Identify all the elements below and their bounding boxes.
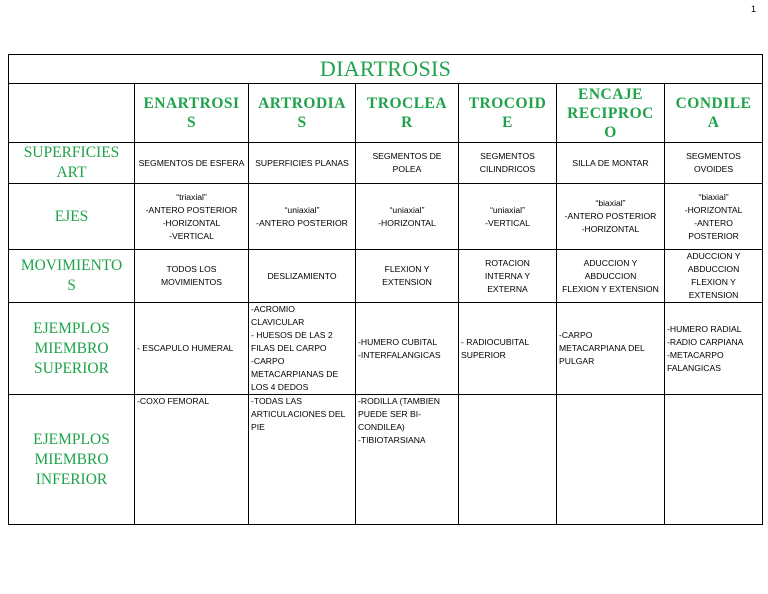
table-cell — [356, 184, 459, 250]
table-cell — [557, 250, 665, 303]
table-cell — [557, 184, 665, 250]
cell-text: “triaxial” -ANTERO POSTERIOR -HORIZONTAL -VERTICAL — [145, 191, 238, 241]
cell-text: ROTACION INTERNA Y EXTERNA — [484, 257, 531, 294]
column-header-label: ARTRODIA S — [258, 95, 346, 131]
table-cell — [135, 143, 249, 184]
cell-text: TODOS LOS MOVIMIENTOS — [161, 264, 222, 287]
cell-text: -RODILLA (TAMBIEN PUEDE SER BI- CONDILEA) -TIBIOTARSIANA — [358, 396, 440, 445]
table-cell — [665, 395, 763, 525]
column-header-enartrosis — [135, 84, 249, 143]
table-cell — [557, 143, 665, 184]
row-header — [9, 303, 135, 395]
table-row-movimientos — [9, 250, 763, 303]
row-header-label: EJEMPLOS MIEMBRO SUPERIOR — [33, 319, 110, 377]
table-row-ejes — [9, 184, 763, 250]
table-cell — [135, 303, 249, 395]
table-row-miembro-superior — [9, 303, 763, 395]
row-header — [9, 184, 135, 250]
column-header-label: TROCLEA R — [366, 95, 448, 131]
cell-text: “biaxial” -ANTERO POSTERIOR -HORIZONTAL — [564, 198, 657, 234]
cell-text: -ACROMIO CLAVICULAR - HUESOS DE LAS 2 FILAS DEL CARPO -CARPO METACARPIANAS DE LOS 4 DEDOS — [251, 304, 339, 392]
row-header-label: EJEMPLOS MIEMBRO INFERIOR — [33, 430, 110, 488]
table-cell — [665, 250, 763, 303]
cell-text: “uniaxial” -VERTICAL — [485, 204, 530, 228]
cell-text: ADUCCION Y ABDUCCION FLEXION Y EXTENSION — [686, 251, 741, 300]
cell-text: ADUCCION Y ABDUCCION FLEXION Y EXTENSION — [562, 257, 659, 294]
diartrosis-table — [8, 54, 763, 525]
cell-text: SEGMENTOS DE ESFERA — [138, 157, 245, 168]
column-header-label: ENCAJE RECIPROC O — [567, 85, 654, 141]
column-header-artrodias — [249, 84, 356, 143]
page-number: 1 — [750, 4, 756, 14]
table-cell — [249, 250, 356, 303]
cell-text: “uniaxial” -HORIZONTAL — [378, 204, 436, 228]
cell-text: - RADIOCUBITAL SUPERIOR — [461, 336, 530, 360]
row-header — [9, 250, 135, 303]
column-header-label: TROCOID E — [468, 95, 547, 131]
row-header — [9, 395, 135, 525]
row-header-label: EJES — [54, 207, 89, 225]
column-header-encaje-reciproco — [557, 84, 665, 143]
table-cell — [557, 303, 665, 395]
table-cell — [459, 184, 557, 250]
cell-text: SEGMENTOS DE POLEA — [372, 151, 442, 174]
table-cell — [459, 303, 557, 395]
cell-text: -TODAS LAS ARTICULACIONES DEL PIE — [251, 396, 346, 432]
table-cell — [135, 395, 249, 525]
table-cell — [249, 184, 356, 250]
table-cell — [135, 250, 249, 303]
corner-cell — [9, 84, 135, 143]
row-header-label: MOVIMIENTO S — [20, 257, 123, 294]
column-header-troclear — [356, 84, 459, 143]
table-cell — [459, 250, 557, 303]
table-title: DIARTROSIS — [9, 55, 763, 84]
table-cell — [135, 184, 249, 250]
cell-text: SEGMENTOS OVOIDES — [686, 151, 741, 174]
table-cell — [665, 184, 763, 250]
table-cell — [249, 303, 356, 395]
cell-text: “biaxial” -HORIZONTAL -ANTERO POSTERIOR — [684, 191, 743, 241]
cell-text: “uniaxial” -ANTERO POSTERIOR — [256, 204, 348, 228]
cell-text: SILLA DE MONTAR — [572, 157, 649, 168]
table-cell — [459, 395, 557, 525]
cell-text: -CARPO METACARPIANA DEL PULGAR — [559, 330, 645, 366]
table-cell — [665, 143, 763, 184]
column-header-condilea — [665, 84, 763, 143]
cell-text: SEGMENTOS CILINDRICOS — [479, 151, 536, 174]
cell-text: -HUMERO CUBITAL -INTERFALANGICAS — [358, 336, 441, 360]
column-header-label: CONDILE A — [675, 95, 752, 131]
cell-text: SUPERFICIES PLANAS — [255, 157, 349, 168]
table-cell — [356, 143, 459, 184]
table-cell — [249, 395, 356, 525]
cell-text: - ESCAPULO HUMERAL — [137, 343, 234, 353]
table-cell — [356, 395, 459, 525]
table-row-miembro-inferior — [9, 395, 763, 525]
column-header-trocoide — [459, 84, 557, 143]
table-cell — [665, 303, 763, 395]
table-cell — [356, 303, 459, 395]
header-row — [9, 84, 763, 143]
cell-text: -COXO FEMORAL — [137, 396, 210, 406]
row-header — [9, 143, 135, 184]
table-row-superficies — [9, 143, 763, 184]
row-header-label: SUPERFICIES ART — [23, 144, 120, 181]
table-cell — [249, 143, 356, 184]
cell-text: -HUMERO RADIAL -RADIO CARPIANA -METACARPO FALANGICAS — [667, 323, 744, 373]
cell-text: FLEXION Y EXTENSION — [382, 264, 432, 287]
table-cell — [459, 143, 557, 184]
cell-text: DESLIZAMIENTO — [267, 270, 337, 281]
column-header-label: ENARTROSI S — [143, 95, 240, 131]
table-cell — [356, 250, 459, 303]
table-cell — [557, 395, 665, 525]
